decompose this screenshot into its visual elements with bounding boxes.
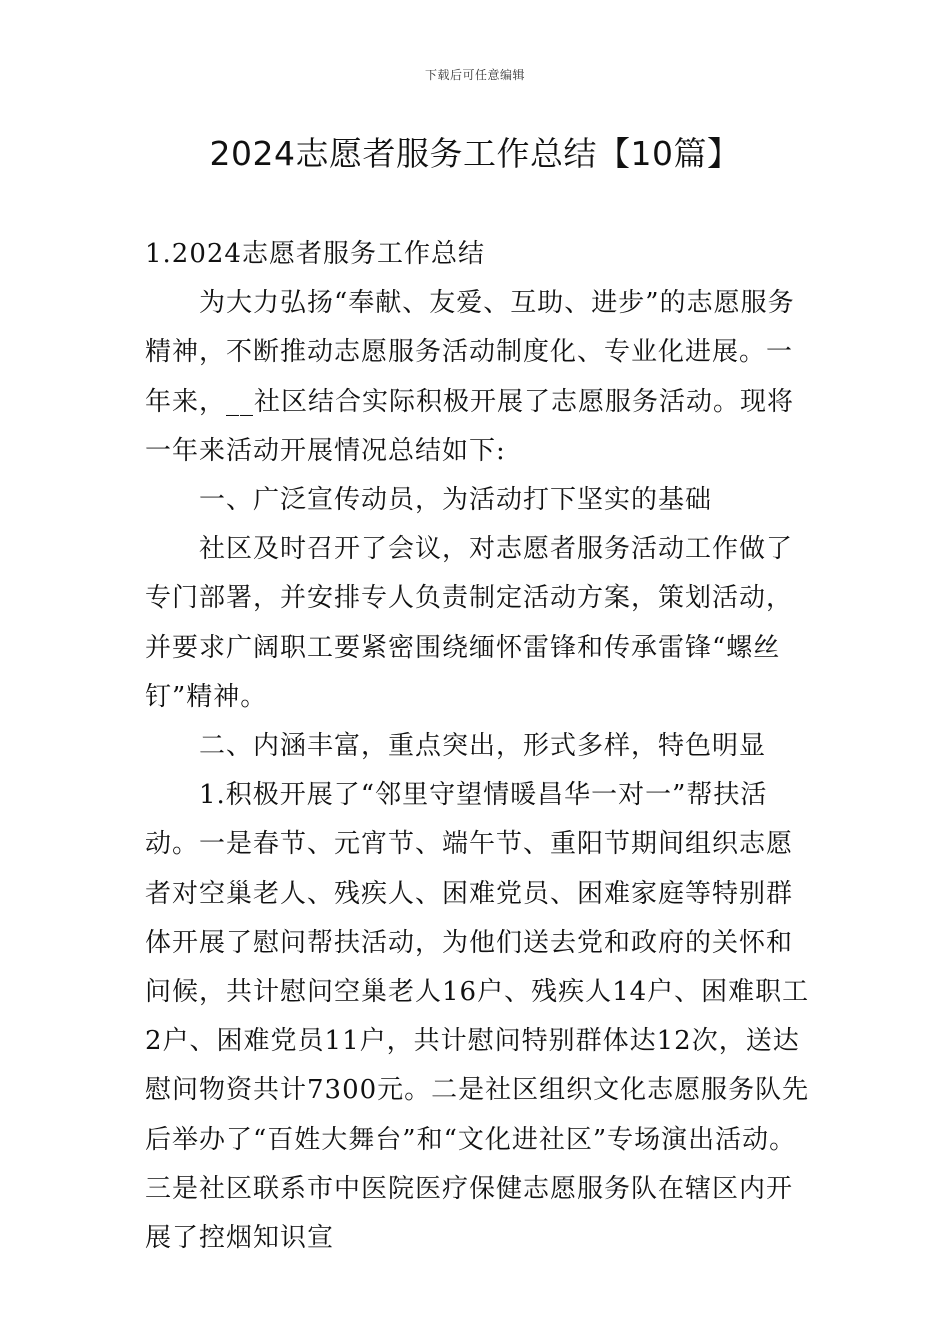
document-body [145, 230, 813, 1263]
paragraph-deployment: 社区及时召开了会议，对志愿者服务活动工作做了专门部署，并安排专人负责制定活动方案，策划活动，并要求广阔职工要紧密围绕缅怀雷锋和传承雷锋“螺丝钉”精神。 [145, 534, 794, 712]
header-note: 下载后可任意编辑 [424, 68, 525, 82]
subheading-two: 二、内涵丰富，重点突出，形式多样，特色明显 [199, 731, 767, 762]
document-title: 2024志愿者服务工作总结【10篇】 [209, 134, 741, 173]
section-heading: 1.2024志愿者服务工作总结 [145, 239, 485, 269]
subheading-one: 一、广泛宣传动员，为活动打下坚实的基础 [199, 485, 713, 516]
paragraph-intro: 为大力弘扬“奉献、友爱、互助、进步”的志愿服务精神，不断推动志愿服务活动制度化、专业化进展。一年来，__社区结合实际积极开展了志愿服务活动。现将一年来活动开展情况总结如下: [145, 288, 795, 466]
paragraph-activities: 1.积极开展了“邻里守望情暖昌华一对一”帮扶活动。一是春节、元宵节、端午节、重阳节期间组织志愿者对空巢老人、残疾人、困难党员、困难家庭等特别群体开展了慰问帮扶活动，为他们送去党和政府的关怀和问候，共计慰问空巢老人16户、残疾人14户、困难职工2户、困难党员11户，共计慰问特别群体达12次，送达慰问物资共计7300元。二是社区组织文化志愿服务队先后举办了“百姓大舞台”和“文化进社区”专场演出活动。三是社区联系市中医院医疗保健志愿服务队在辖区内开展了控烟知识宣 [145, 780, 810, 1254]
